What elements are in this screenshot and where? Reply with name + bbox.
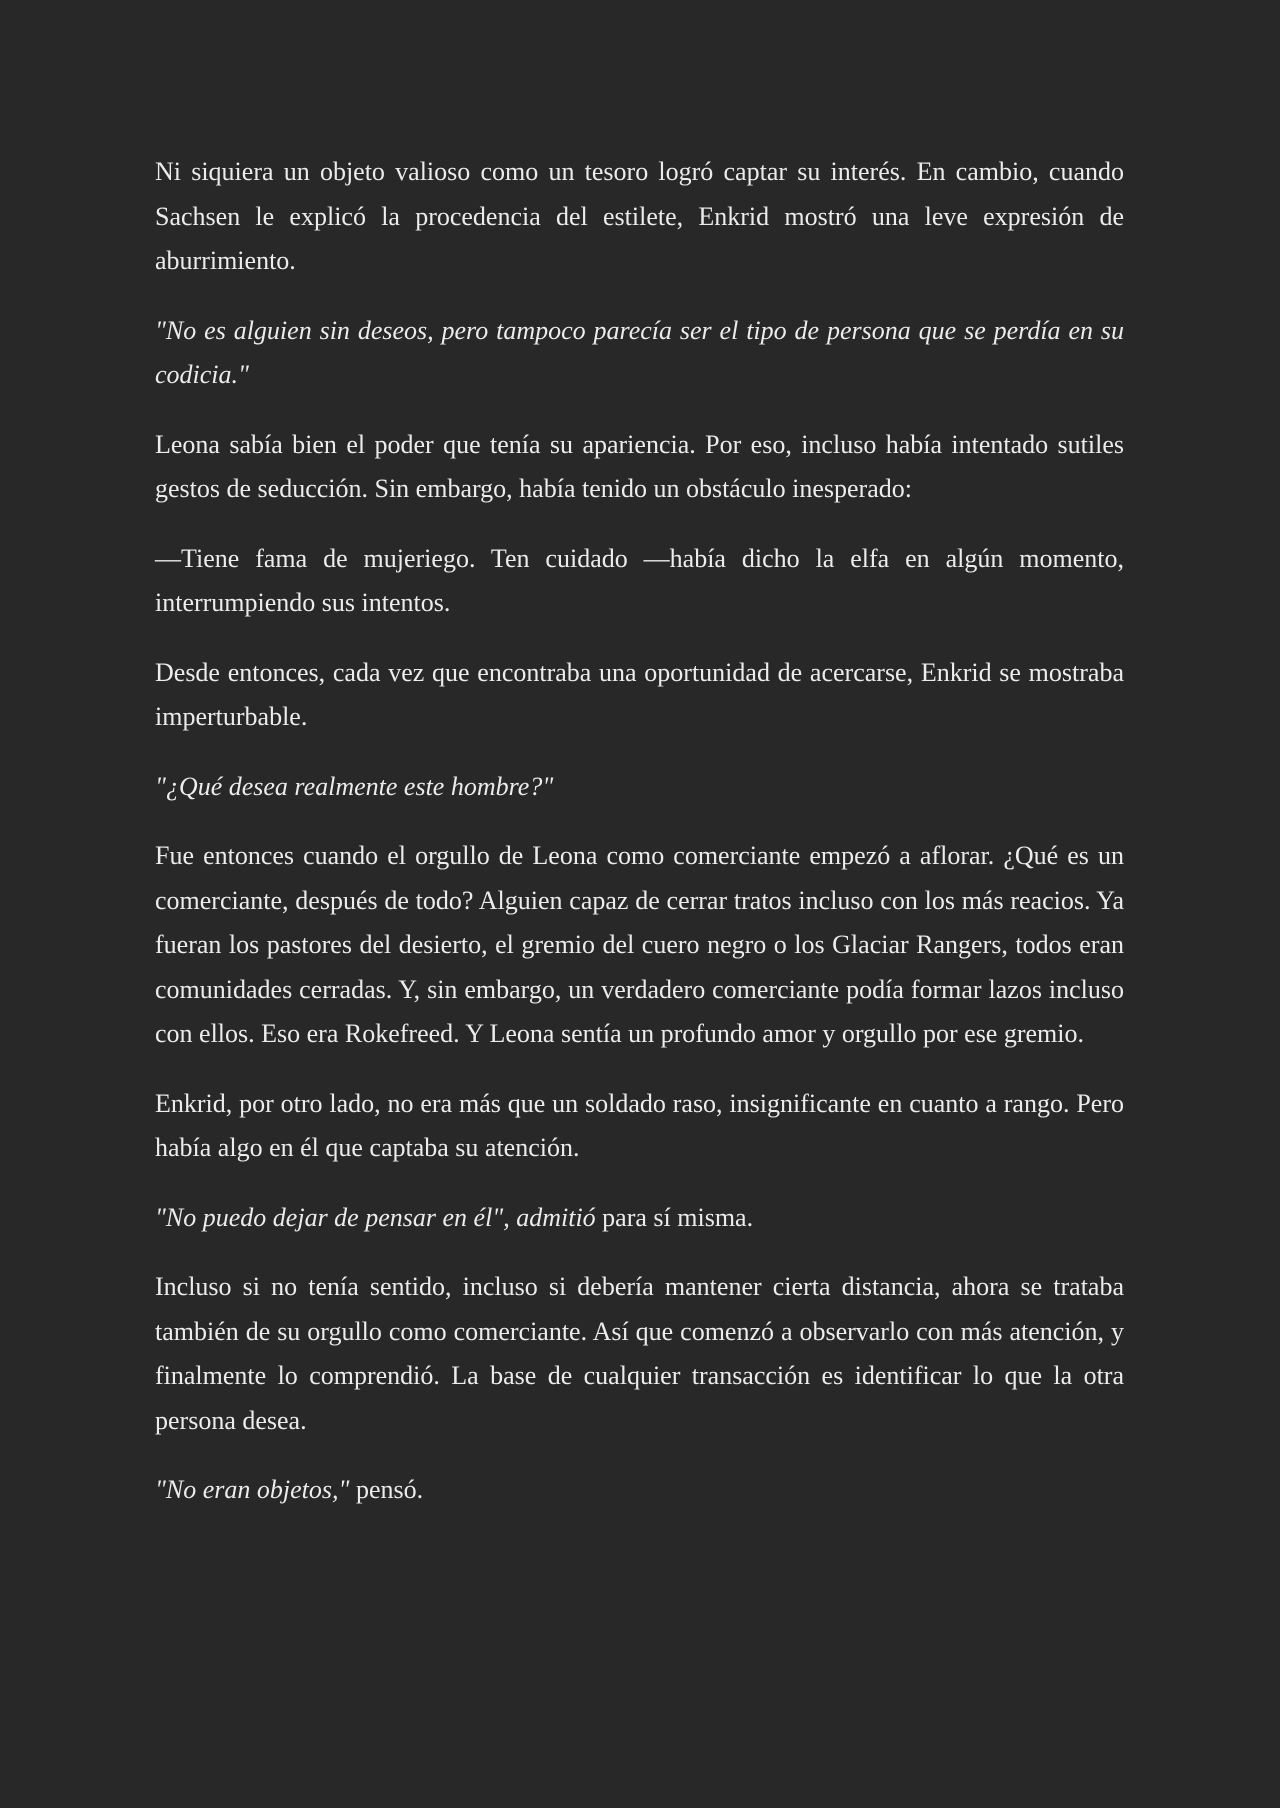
thought-text: "No eran objetos,"	[155, 1475, 350, 1504]
narration-text: pensó.	[349, 1475, 424, 1504]
thought-text: "No es alguien sin deseos, pero tampoco parecía ser el tipo de persona que se perdía en su codicia."	[155, 315, 1124, 389]
paragraph: Incluso si no tenía sentido, incluso si debería mantener cierta distancia, ahora se trataba también de su orgullo como comerciante. Así que comenzó a observarlo con más atención, y finalmente lo comprendió. La base de cualquier transacción es identificar lo que la otra persona desea.	[155, 1272, 1124, 1435]
mixed-paragraph	[155, 1196, 1124, 1241]
thought-paragraph	[155, 309, 1124, 398]
paragraph: Leona sabía bien el poder que tenía su apariencia. Por eso, incluso había intentado sutiles gestos de seducción. Sin embargo, había tenido un obstáculo inesperado:	[155, 429, 1124, 503]
chapter-text	[155, 150, 1124, 1538]
thought-paragraph	[155, 765, 1124, 810]
paragraph: Fue entonces cuando el orgullo de Leona como comerciante empezó a aflorar. ¿Qué es un comerciante, después de todo? Alguien capaz de cerrar tratos incluso con los más reacios. Ya fueran los pastores del desierto, el gremio del cuero negro o los Glaciar Rangers, todos eran comunidades cerradas. Y, sin embargo, un verdadero comerciante podía formar lazos incluso con ellos. Eso era Rokefreed. Y Leona sentía un profundo amor y orgullo por ese gremio.	[155, 841, 1124, 1048]
narration-text: para sí misma.	[595, 1202, 754, 1232]
paragraph: Desde entonces, cada vez que encontraba una oportunidad de acercarse, Enkrid se mostraba imperturbable.	[155, 657, 1124, 731]
dialogue-paragraph: —Tiene fama de mujeriego. Ten cuidado —había dicho la elfa en algún momento, interrumpiendo sus intentos.	[155, 543, 1124, 617]
paragraph: Enkrid, por otro lado, no era más que un soldado raso, insignificante en cuanto a rango. Pero había algo en él que captaba su atención.	[155, 1088, 1124, 1162]
mixed-paragraph	[155, 1468, 1124, 1513]
paragraph: Ni siquiera un objeto valioso como un tesoro logró captar su interés. En cambio, cuando Sachsen le explicó la procedencia del estilete, Enkrid mostró una leve expresión de aburrimiento.	[155, 157, 1124, 275]
thought-text: "¿Qué desea realmente este hombre?"	[155, 771, 554, 801]
thought-text: "No puedo dejar de pensar en él", admitió	[155, 1202, 596, 1232]
